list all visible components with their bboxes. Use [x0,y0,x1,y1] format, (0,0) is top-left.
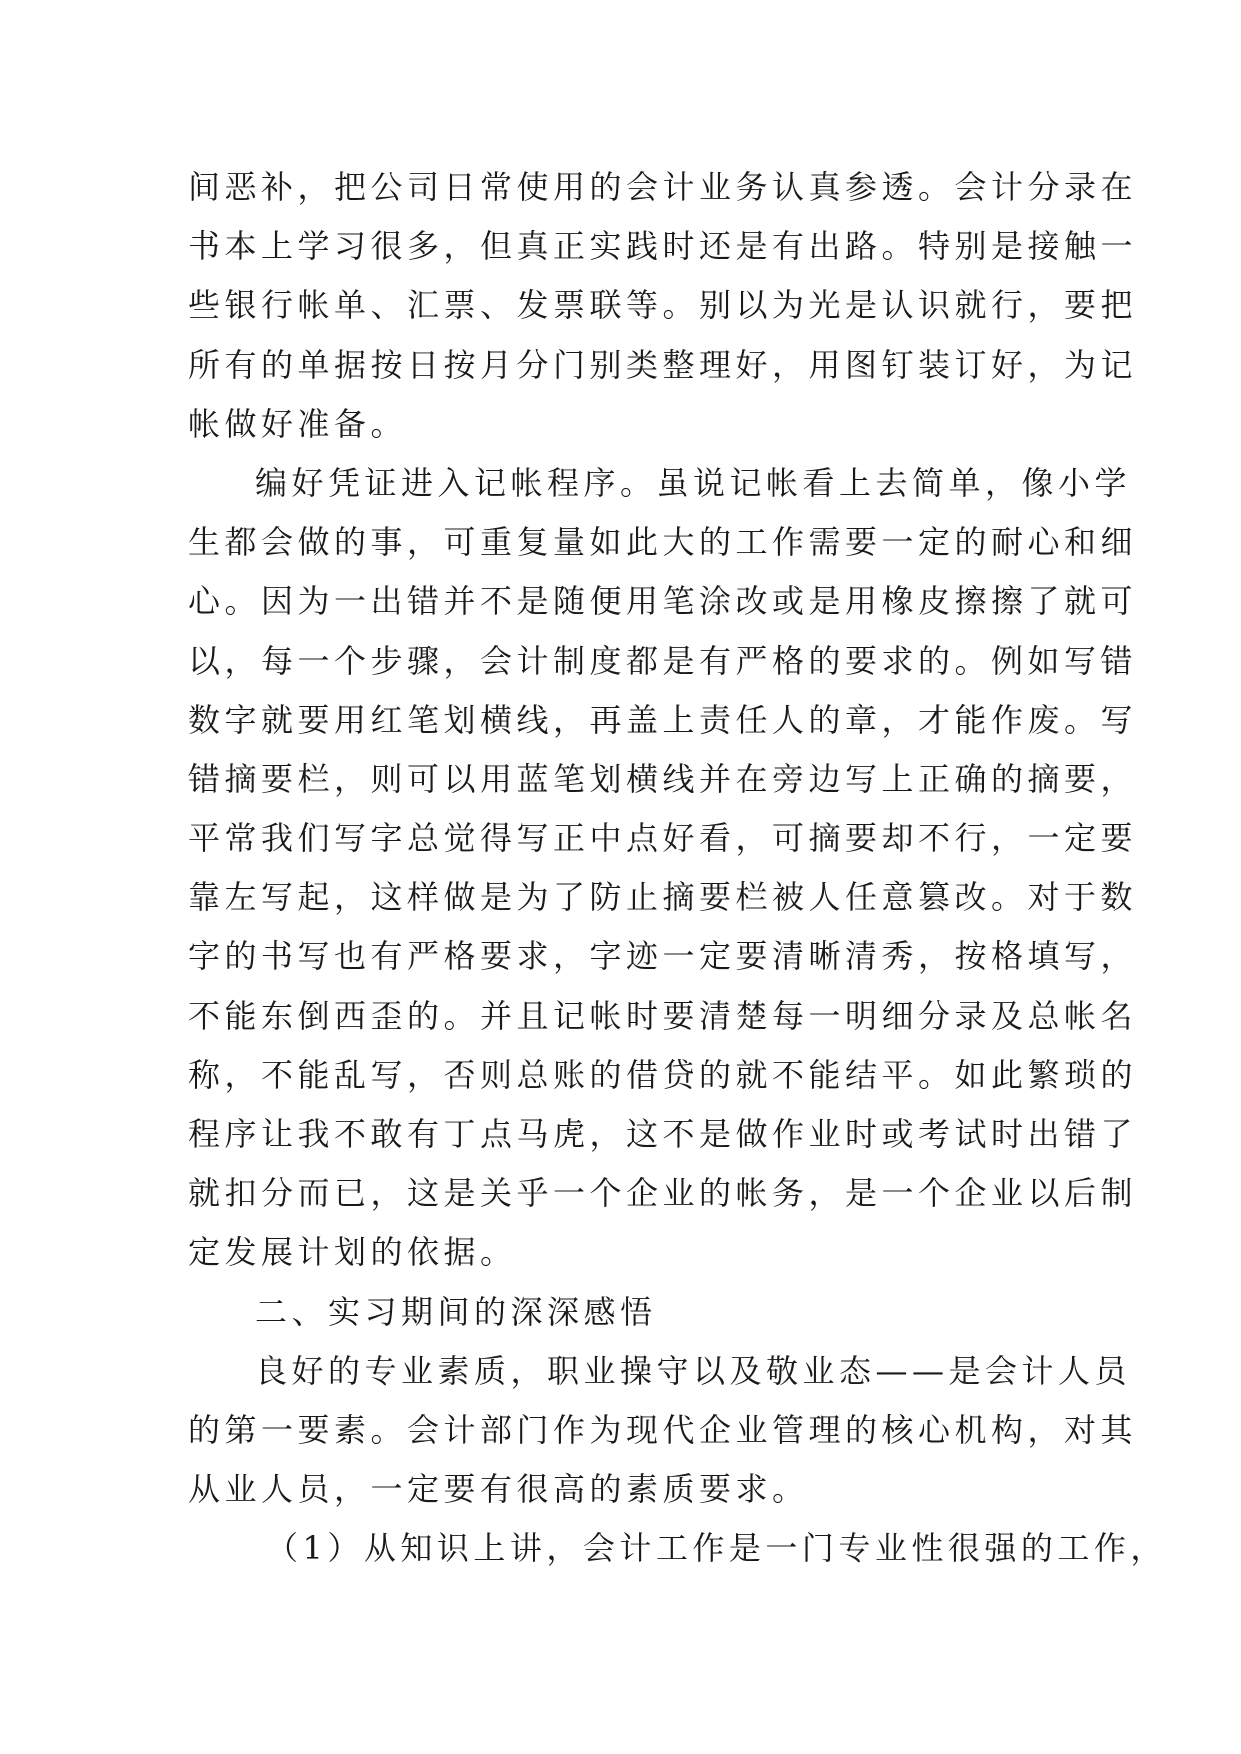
text-line: 所有的单据按日按月分门别类整理好，用图钉装订好，为记 [188,345,1138,384]
paragraph-start-line: 良好的专业素质，职业操守以及敬业态——是会计人员 [255,1351,1132,1390]
text-line: 数字就要用红笔划横线，再盖上责任人的章，才能作废。写 [188,700,1138,739]
section-heading: 二、实习期间的深深感悟 [255,1292,657,1331]
text-line: 平常我们写字总觉得写正中点好看，可摘要却不行，一定要 [188,819,1138,858]
text-line: 定发展计划的依据。 [188,1233,517,1272]
text-line: 字的书写也有严格要求，字迹一定要清晰清秀，按格填写， [188,937,1138,976]
text-line: 不能东倒西歪的。并且记帐时要清楚每一明细分录及总帐名 [188,996,1138,1035]
text-line: 帐做好准备。 [188,404,408,443]
body-text [188,158,1167,1579]
text-line: 错摘要栏，则可以用蓝笔划横线并在旁边写上正确的摘要， [188,759,1138,798]
paragraph-start-line: 编好凭证进入记帐程序。虽说记帐看上去简单，像小学 [255,463,1132,502]
text-line: 程序让我不敢有丁点马虎，这不是做作业时或考试时出错了 [188,1115,1138,1153]
text-line: 书本上学习很多，但真正实践时还是有出路。特别是接触一 [188,227,1138,266]
text-line: 以，每一个步骤，会计制度都是有严格的要求的。例如写错 [188,641,1138,680]
text-line: 心。因为一出错并不是随便用笔涂改或是用橡皮擦擦了就可 [188,582,1138,621]
numbered-item-line: （1）从知识上讲，会计工作是一门专业性很强的工作， [266,1529,1167,1568]
text-line: 靠左写起，这样做是为了防止摘要栏被人任意篡改。对于数 [188,878,1138,917]
text-line: 从业人员，一定要有很高的素质要求。 [188,1470,809,1509]
text-line: 生都会做的事，可重复量如此大的工作需要一定的耐心和细 [188,523,1138,562]
text-line: 的第一要素。会计部门作为现代企业管理的核心机构，对其 [188,1410,1138,1449]
text-line: 称，不能乱写，否则总账的借贷的就不能结平。如此繁琐的 [188,1055,1138,1094]
text-line: 就扣分而已，这是关乎一个企业的帐务，是一个企业以后制 [188,1174,1138,1213]
text-line: 间恶补，把公司日常使用的会计业务认真参透。会计分录在 [188,168,1138,206]
text-line: 些银行帐单、汇票、发票联等。别以为光是认识就行，要把 [188,286,1138,325]
